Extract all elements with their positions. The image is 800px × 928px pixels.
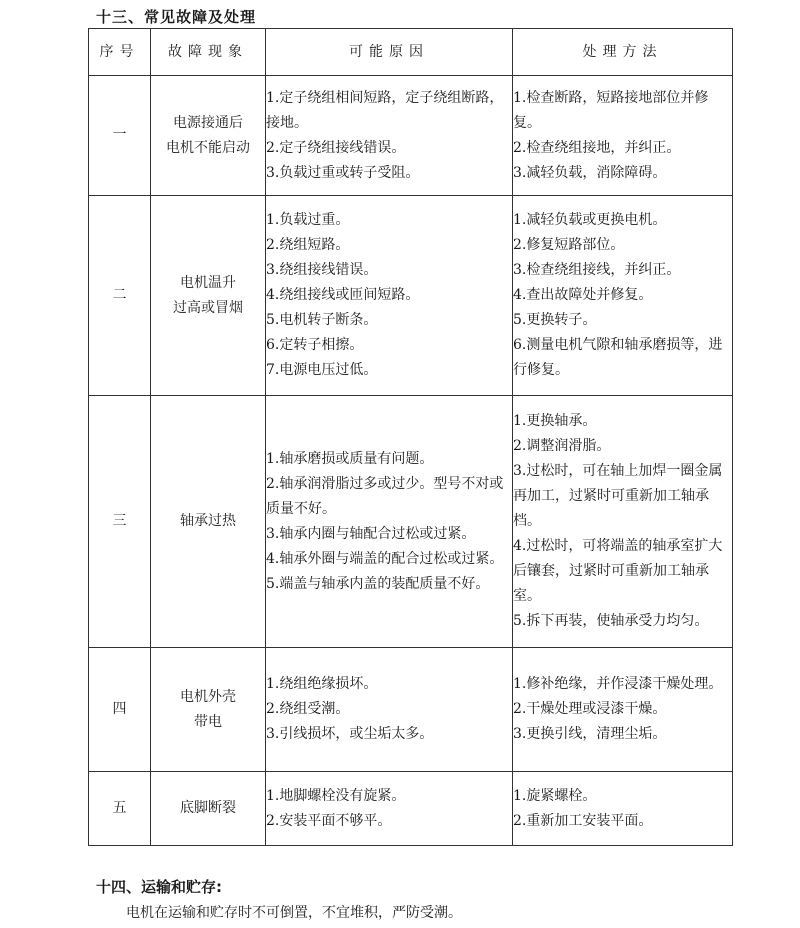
- cause-cell: [266, 196, 513, 396]
- remedy-item: 6.测量电机气隙和轴承磨损等，进行修复。: [513, 337, 723, 378]
- cause-item: 7.电源电压过低。: [266, 362, 378, 378]
- symptom-cell: [151, 76, 266, 196]
- fault-table: [88, 28, 733, 846]
- table-row: [89, 196, 733, 396]
- symptom-line: 电源接通后: [173, 114, 243, 131]
- remedy-item: 3.减轻负载，消除障碍。: [513, 164, 667, 181]
- table-row: [89, 76, 733, 196]
- cause-item: 3.引线损坏，或尘垢太多。: [266, 726, 434, 742]
- section-13-title: 十三、常见故障及处理: [96, 8, 257, 26]
- remedy-item: 3.更换引线，清理尘垢。: [513, 726, 667, 742]
- symptom-line: 电机不能启动: [166, 139, 250, 156]
- table-row: [89, 396, 733, 648]
- remedy-item: 3.过松时，可在轴上加焊一圈金属再加工，过紧时可重新加工轴承档。: [513, 463, 723, 529]
- remedy-cell: [513, 76, 733, 196]
- remedy-item: 2.修复短路部位。: [513, 237, 625, 253]
- table-row: [89, 772, 733, 846]
- symptom-cell: [151, 648, 266, 772]
- remedy-item: 2.干燥处理或浸漆干燥。: [513, 701, 667, 717]
- cause-item: 1.定子绕组相间短路，定子绕组断路，接地。: [266, 89, 504, 131]
- row-number: 三: [89, 396, 151, 648]
- cause-item: 1.负载过重。: [266, 212, 350, 228]
- cause-item: 3.负载过重或转子受阻。: [266, 164, 420, 181]
- symptom-cell: [151, 396, 266, 648]
- section-14-title: 十四、运输和贮存:: [96, 878, 222, 896]
- symptom-line: 轴承过热: [180, 513, 236, 529]
- table-header-row: [89, 29, 733, 76]
- remedy-item: 2.重新加工安装平面。: [513, 812, 653, 829]
- cause-item: 1.绕组绝缘损坏。: [266, 676, 378, 692]
- remedy-item: 4.查出故障处并修复。: [513, 287, 653, 303]
- header-symptom: 故障现象: [151, 29, 266, 76]
- cause-item: 4.轴承外圈与端盖的配合过松或过紧。: [266, 550, 504, 567]
- remedy-cell: [513, 396, 733, 648]
- section-14-text: 电机在运输和贮存时不可倒置，不宜堆积，严防受潮。: [126, 905, 462, 921]
- symptom-line: 电机外壳: [180, 688, 236, 705]
- remedy-item: 1.修补绝缘，并作浸漆干燥处理。: [513, 676, 723, 692]
- symptom-cell: [151, 772, 266, 846]
- header-no: 序号: [89, 29, 151, 76]
- remedy-item: 5.拆下再装，使轴承受力均匀。: [513, 613, 709, 629]
- symptom-line: 电机温升: [180, 274, 236, 291]
- row-number: 一: [89, 76, 151, 196]
- table-row: [89, 648, 733, 772]
- symptom-line: 带电: [194, 713, 222, 730]
- cause-cell: [266, 396, 513, 648]
- header-cause: 可能原因: [266, 29, 513, 76]
- cause-item: 5.端盖与轴承内盖的装配质量不好。: [266, 575, 490, 592]
- cause-item: 4.绕组接线或匝间短路。: [266, 287, 420, 303]
- remedy-item: 1.减轻负载或更换电机。: [513, 212, 667, 228]
- cause-cell: [266, 76, 513, 196]
- remedy-item: 4.过松时，可将端盖的轴承室扩大后镶套，过紧时可重新加工轴承室。: [513, 538, 723, 604]
- remedy-cell: [513, 648, 733, 772]
- cause-item: 3.绕组接线错误。: [266, 262, 378, 278]
- cause-item: 2.绕组受潮。: [266, 701, 350, 717]
- row-number: 四: [89, 648, 151, 772]
- row-number: 二: [89, 196, 151, 396]
- cause-item: 2.定子绕组接线错误。: [266, 139, 406, 156]
- cause-item: 1.地脚螺栓没有旋紧。: [266, 787, 406, 804]
- row-number: 五: [89, 772, 151, 846]
- cause-item: 3.轴承内圈与轴配合过松或过紧。: [266, 525, 476, 542]
- cause-item: 5.电机转子断条。: [266, 312, 378, 328]
- cause-item: 1.轴承磨损或质量有问题。: [266, 450, 434, 467]
- cause-item: 2.绕组短路。: [266, 237, 350, 253]
- cause-item: 6.定转子相擦。: [266, 337, 364, 353]
- remedy-item: 1.旋紧螺栓。: [513, 787, 597, 804]
- cause-item: 2.安装平面不够平。: [266, 812, 392, 829]
- remedy-cell: [513, 772, 733, 846]
- symptom-cell: [151, 196, 266, 396]
- header-remedy: 处理方法: [513, 29, 733, 76]
- cause-cell: [266, 648, 513, 772]
- remedy-item: 1.更换轴承。: [513, 413, 597, 429]
- remedy-item: 1.检查断路，短路接地部位并修复。: [513, 89, 709, 131]
- cause-item: 2.轴承润滑脂过多或过少。型号不对或质量不好。: [266, 475, 504, 517]
- symptom-line: 底脚断裂: [180, 800, 236, 816]
- remedy-item: 5.更换转子。: [513, 312, 597, 328]
- remedy-item: 2.调整润滑脂。: [513, 438, 611, 454]
- remedy-item: 2.检查绕组接地，并纠正。: [513, 139, 681, 156]
- cause-cell: [266, 772, 513, 846]
- symptom-line: 过高或冒烟: [173, 299, 243, 316]
- remedy-item: 3.检查绕组接线，并纠正。: [513, 262, 681, 278]
- remedy-cell: [513, 196, 733, 396]
